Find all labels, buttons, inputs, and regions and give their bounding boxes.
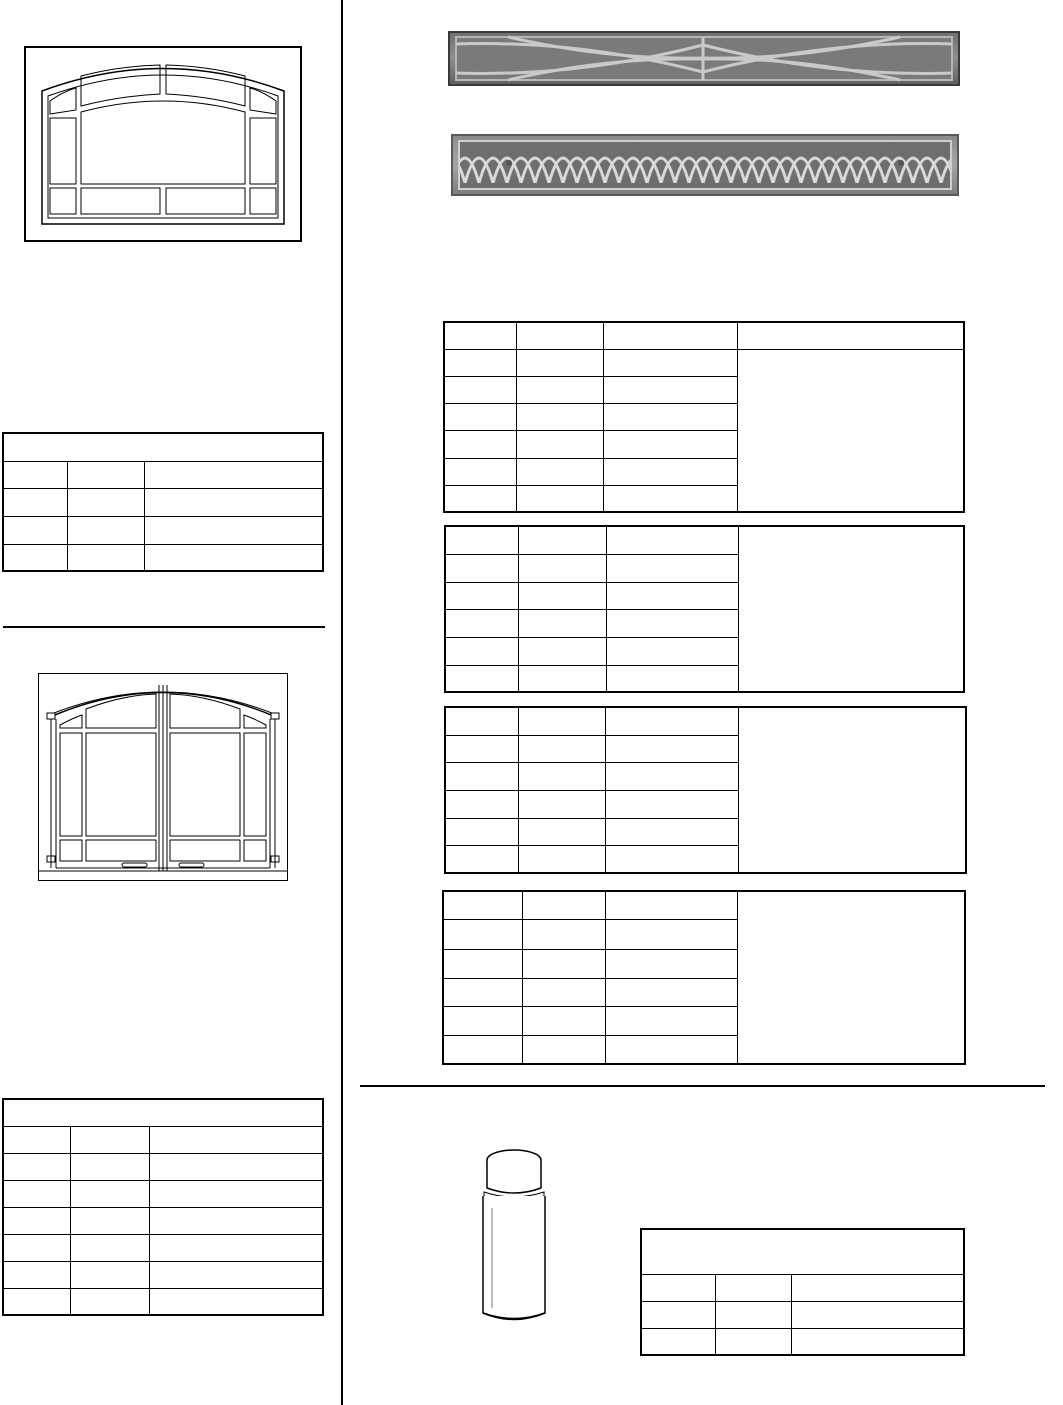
table-row (3, 1180, 323, 1207)
table-row (3, 488, 323, 516)
table-row (444, 322, 964, 349)
table-row (641, 1328, 964, 1355)
table-row (3, 1207, 323, 1234)
louver-table-2 (444, 525, 965, 693)
table-row (444, 349, 964, 376)
arched-doors-parts-table (2, 1098, 324, 1316)
table-row (3, 1234, 323, 1261)
louver-table-4 (442, 890, 966, 1065)
table-header (3, 1099, 323, 1126)
table-row (3, 1126, 323, 1153)
touch-up-paint-can-icon (478, 1148, 550, 1324)
table-row (443, 891, 965, 919)
wave-pattern-louver-icon (448, 30, 960, 87)
table-header (3, 433, 323, 461)
louver-table-3 (444, 706, 967, 874)
table-row (3, 1153, 323, 1180)
table-row (641, 1274, 964, 1301)
arched-front-parts-table (2, 432, 324, 572)
table-row (3, 1261, 323, 1288)
table-row (445, 526, 964, 554)
table-row (641, 1301, 964, 1328)
arched-fireplace-front-icon (24, 46, 302, 242)
table-header-row (641, 1229, 964, 1274)
table-header-row (3, 433, 323, 461)
table-header (641, 1229, 964, 1274)
right-section-rule (360, 1085, 1045, 1087)
table-row (3, 1288, 323, 1315)
lattice-pattern-louver-icon (451, 133, 959, 197)
table-row (3, 461, 323, 488)
table-row (3, 544, 323, 571)
arched-double-door-icon (38, 673, 288, 881)
louver-table-1 (443, 321, 965, 513)
table-row (445, 707, 966, 735)
touch-up-paint-table (640, 1228, 965, 1356)
table-header-row (3, 1099, 323, 1126)
left-section-rule (3, 626, 325, 628)
table-row (3, 516, 323, 544)
column-divider (341, 0, 343, 1405)
